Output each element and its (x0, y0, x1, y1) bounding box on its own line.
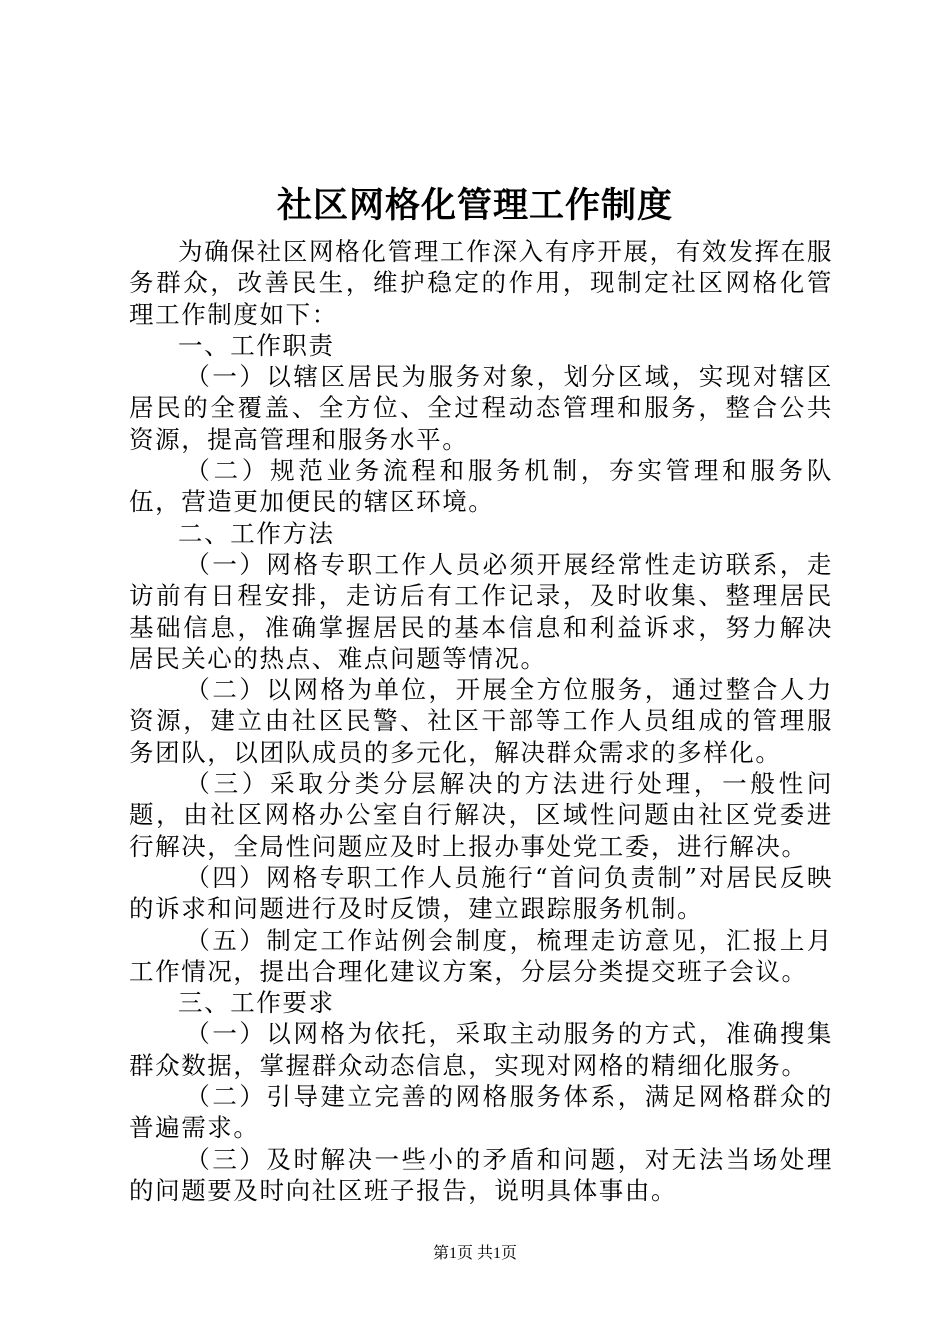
section-item: （三）采取分类分层解决的方法进行处理，一般性问题，由社区网格办公室自行解决，区域性问题由社区党委进行解决，全局性问题应及时上报办事处党工委，进行解决。 (129, 769, 833, 861)
section-item: （二）规范业务流程和服务机制，夯实管理和服务队伍，营造更加便民的辖区环境。 (129, 456, 833, 517)
section-item: （一）以辖区居民为服务对象，划分区域，实现对辖区居民的全覆盖、全方位、全过程动态管理和服务，整合公共资源，提高管理和服务水平。 (129, 362, 833, 454)
document-body (129, 236, 833, 1206)
section-item: （三）及时解决一些小的矛盾和问题，对无法当场处理的问题要及时向社区班子报告，说明具体事由。 (129, 1144, 833, 1205)
section-item: （四）网格专职工作人员施行“首问负责制”对居民反映的诉求和问题进行及时反馈，建立跟踪服务机制。 (129, 862, 833, 924)
section-item: （二）以网格为单位，开展全方位服务，通过整合人力资源，建立由社区民警、社区干部等工作人员组成的管理服务团队，以团队成员的多元化，解决群众需求的多样化。 (129, 675, 833, 767)
section-item: （一）以网格为依托，采取主动服务的方式，准确搜集群众数据，掌握群众动态信息，实现对网格的精细化服务。 (129, 1019, 833, 1080)
section-heading: 三、工作要求 (178, 988, 335, 1018)
section-item: （五）制定工作站例会制度，梳理走访意见，汇报上月工作情况，提出合理化建议方案，分层分类提交班子会议。 (129, 925, 833, 986)
section-heading: 二、工作方法 (178, 518, 335, 548)
section-heading: 一、工作职责 (178, 330, 335, 360)
section-item: （二）引导建立完善的网格服务体系，满足网格群众的普遍需求。 (129, 1082, 833, 1143)
intro-paragraph: 为确保社区网格化管理工作深入有序开展，有效发挥在服务群众，改善民生，维护稳定的作用，现制定社区网格化管理工作制度如下： (129, 237, 833, 329)
document-title: 社区网格化管理工作制度 (276, 185, 673, 226)
page-footer: 第1页 共1页 (432, 1245, 517, 1262)
section-item: （一）网格专职工作人员必须开展经常性走访联系，走访前有日程安排，走访后有工作记录，及时收集、整理居民基础信息，准确掌握居民的基本信息和利益诉求，努力解决居民关心的热点、难点问题等情况。 (129, 549, 833, 673)
